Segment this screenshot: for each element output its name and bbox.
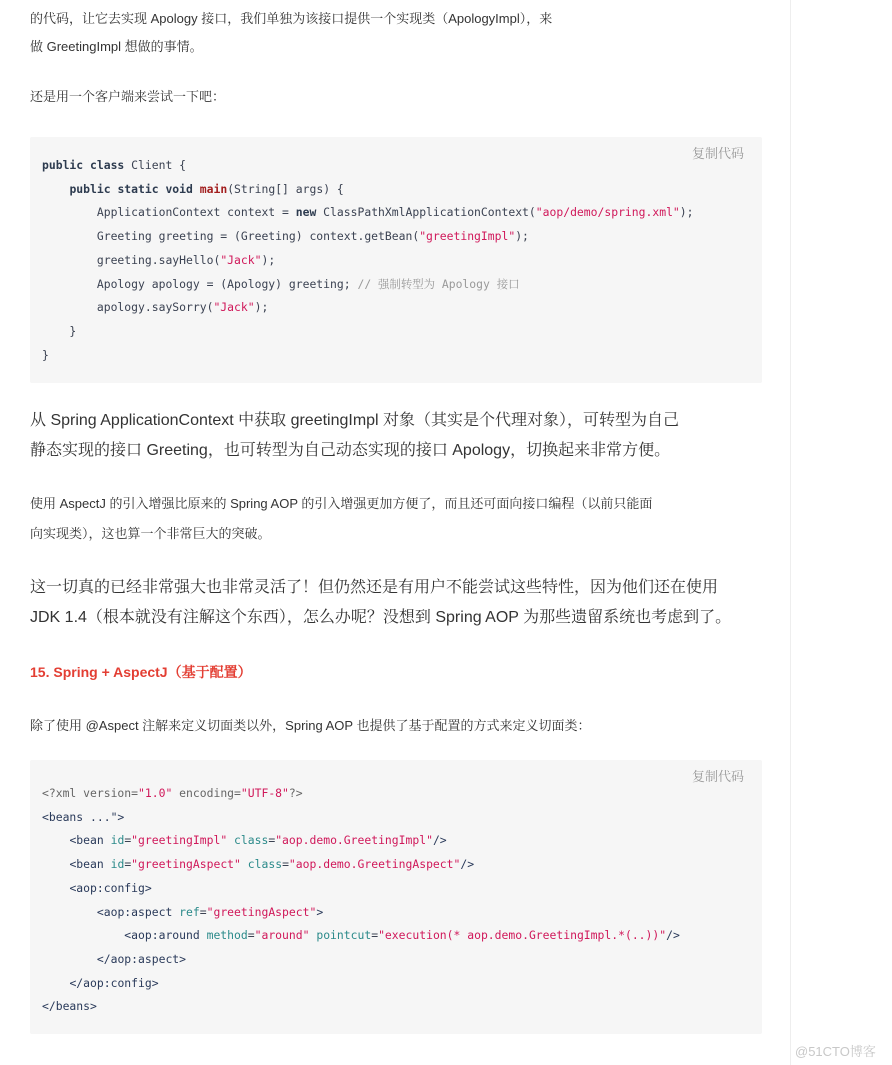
code-line: <bean id="greetingAspect" class="aop.demo.GreetingAspect"/>: [69, 857, 475, 872]
code-line: <?xml version="1.0" encoding="UTF-8"?>: [42, 786, 303, 800]
paragraph-client-intro: 还是用一个客户端来尝试一下吧：: [30, 89, 226, 104]
code-block-java: [30, 137, 762, 383]
copy-code-button[interactable]: 复制代码: [691, 146, 744, 161]
paragraph-context-line1: 从 Spring ApplicationContext 中获取 greetingImpl 对象（其实是个代理对象），可转型为自己: [30, 412, 680, 429]
paragraph-jdk-line1: 这一切真的已经非常强大也非常灵活了！但仍然还是有用户不能尝试这些特性，因为他们还在使用: [30, 579, 719, 596]
code-line: apology.saySorry("Jack");: [42, 300, 269, 315]
code-line: </aop:config>: [69, 975, 159, 990]
copy-code-button[interactable]: 复制代码: [691, 769, 744, 784]
paragraph-jdk-line2: JDK 1.4（根本就没有注解这个东西），怎么办呢？没想到 Spring AOP 为那些遗留系统也考虑到了。: [30, 609, 732, 626]
paragraph-aspectj-line1: 使用 AspectJ 的引入增强比原来的 Spring AOP 的引入增强更加方便了，而且还可面向接口编程（以前只能面: [30, 496, 653, 511]
code-line: }: [42, 347, 49, 362]
paragraph-aspectj-line2: 向实现类），这也算一个非常巨大的突破。: [30, 526, 271, 541]
code-line: <aop:aspect ref="greetingAspect">: [96, 904, 324, 919]
code-line: Apology apology = (Apology) greeting; // 强制转型为 Apology 接口: [42, 276, 520, 291]
watermark: @51CTO博客: [795, 1044, 876, 1059]
paragraph-intro-line2: 做 GreetingImpl 想做的事情。: [30, 39, 203, 54]
code-line: </beans>: [42, 999, 97, 1014]
code-line: ApplicationContext context = new ClassPathXmlApplicationContext("aop/demo/spring.xml");: [42, 205, 694, 220]
code-line: </aop:aspect>: [96, 951, 187, 966]
code-line: Greeting greeting = (Greeting) context.getBean("greetingImpl");: [42, 229, 529, 244]
paragraph-config-intro: 除了使用 @Aspect 注解来定义切面类以外，Spring AOP 也提供了基于配置的方式来定义切面类：: [30, 718, 591, 733]
code-block-xml: [30, 760, 762, 1034]
code-xml: [42, 782, 680, 1019]
code-line: public class Client {: [42, 158, 187, 172]
code-line: <beans ...">: [42, 809, 125, 824]
code-line: <aop:around method="around" pointcut="execution(* aop.demo.GreetingImpl.*(..))"/>: [124, 928, 680, 943]
paragraph-context-line2: 静态实现的接口 Greeting，也可转型为自己动态实现的接口 Apology，切换起来非常方便。: [30, 442, 671, 459]
paragraph-intro-line1: 的代码，让它去实现 Apology 接口，我们单独为该接口提供一个实现类（ApologyImpl），来: [30, 11, 553, 26]
code-line: <aop:config>: [69, 880, 152, 895]
code-line: }: [42, 323, 77, 338]
code-line: greeting.sayHello("Jack");: [42, 252, 276, 267]
code-line: <bean id="greetingImpl" class="aop.demo.GreetingImpl"/>: [69, 833, 447, 848]
sidebar-divider: [790, 0, 791, 1065]
code-line: public static void main(String[] args) {: [69, 181, 344, 196]
section-heading: 15. Spring + AspectJ（基于配置）: [30, 664, 252, 680]
code-java: [42, 154, 694, 367]
